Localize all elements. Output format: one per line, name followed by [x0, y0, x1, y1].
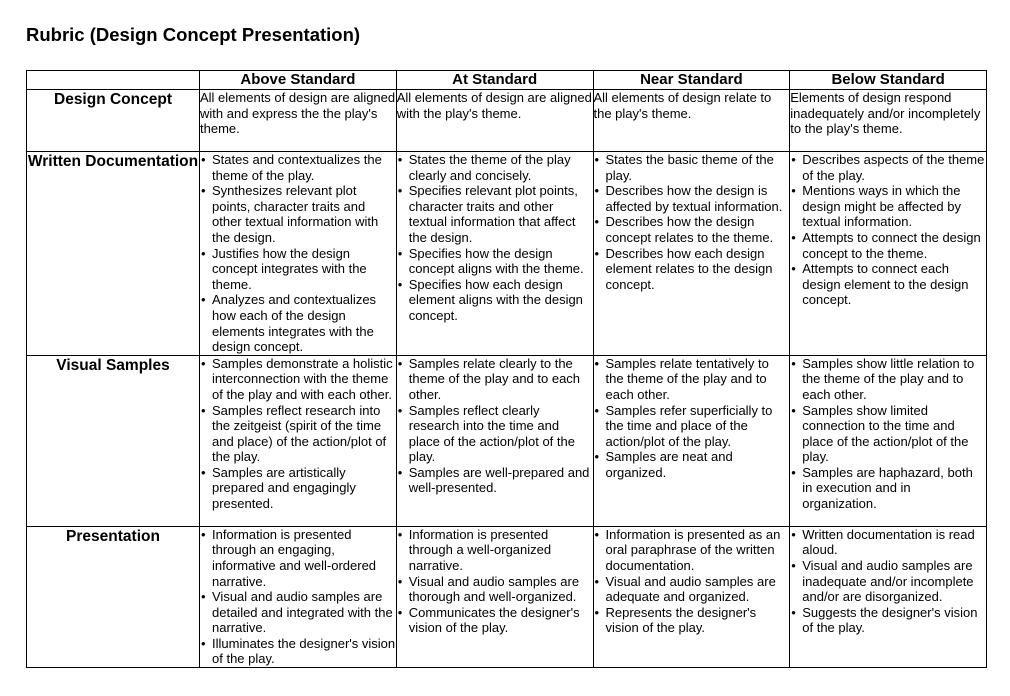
list-item: • Visual and audio samples are inadequate and/or incomplete and/or are disorganized. — [790, 558, 986, 605]
rubric-cell — [200, 526, 397, 667]
list-item: • Describes aspects of the theme of the play. — [790, 152, 986, 183]
list-item: • Samples reflect clearly research into the time and place of the action/plot of the play. — [397, 403, 593, 465]
list-item: • States and contextualizes the theme of the play. — [200, 152, 396, 183]
corner-cell — [27, 71, 200, 90]
rubric-cell — [396, 355, 593, 526]
list-item: • Samples relate clearly to the theme of the play and to each other. — [397, 356, 593, 403]
list-item: • Visual and audio samples are adequate and organized. — [594, 574, 790, 605]
column-header: Near Standard — [593, 71, 790, 90]
cell-text: All elements of design are aligned with the play's theme. — [396, 90, 592, 121]
criteria-list — [200, 152, 396, 355]
list-item: • Samples show little relation to the theme of the play and to each other. — [790, 356, 986, 403]
cell-text: All elements of design are aligned with and express the the play's theme. — [200, 90, 396, 137]
rubric-cell — [200, 90, 397, 152]
criterion-label: Visual Samples — [27, 355, 200, 526]
rubric-row — [27, 90, 987, 152]
rubric-row — [27, 152, 987, 356]
list-item: • Illuminates the designer's vision of the play. — [200, 636, 396, 667]
criteria-list — [397, 356, 593, 496]
list-item: • Describes how each design element relates to the design concept. — [594, 246, 790, 293]
list-item: • Samples demonstrate a holistic interconnection with the theme of the play and with each other. — [200, 356, 396, 403]
rubric-cell — [396, 526, 593, 667]
criterion-label: Written Documentation — [27, 152, 200, 356]
rubric-cell — [790, 526, 987, 667]
list-item: • Samples reflect research into the zeitgeist (spirit of the time and place) of the action/plot of the play. — [200, 403, 396, 465]
list-item: • Samples are neat and organized. — [594, 449, 790, 480]
criteria-list — [594, 152, 790, 292]
list-item: • Suggests the designer's vision of the play. — [790, 605, 986, 636]
criteria-list — [594, 527, 790, 636]
list-item: • Samples are well-prepared and well-presented. — [397, 465, 593, 496]
list-item: • Information is presented as an oral paraphrase of the written documentation. — [594, 527, 790, 574]
rubric-cell — [593, 526, 790, 667]
list-item: • Attempts to connect the design concept to the theme. — [790, 230, 986, 261]
list-item: • States the basic theme of the play. — [594, 152, 790, 183]
criteria-list — [594, 356, 790, 481]
rubric-cell — [200, 355, 397, 526]
list-item: • Samples refer superficially to the time and place of the action/plot of the play. — [594, 403, 790, 450]
criterion-label: Design Concept — [27, 90, 200, 152]
column-header: Below Standard — [790, 71, 987, 90]
list-item: • Information is presented through an engaging, informative and well-ordered narrative. — [200, 527, 396, 589]
rubric-cell — [396, 90, 593, 152]
cell-text: Elements of design respond inadequately and/or incompletely to the play's theme. — [790, 90, 981, 137]
rubric-cell — [593, 355, 790, 526]
criteria-list — [397, 152, 593, 324]
rubric-cell — [790, 90, 987, 152]
criteria-list — [200, 527, 396, 667]
list-item: • Written documentation is read aloud. — [790, 527, 986, 558]
list-item: • Information is presented through a well-organized narrative. — [397, 527, 593, 574]
rubric-cell — [593, 152, 790, 356]
rubric-cell — [396, 152, 593, 356]
list-item: • Specifies relevant plot points, character traits and other textual information that affect the design. — [397, 183, 593, 245]
list-item: • Specifies how the design concept aligns with the theme. — [397, 246, 593, 277]
list-item: • Samples show limited connection to the time and place of the action/plot of the play. — [790, 403, 986, 465]
list-item: • Samples are artistically prepared and engagingly presented. — [200, 465, 396, 512]
rubric-cell — [790, 355, 987, 526]
list-item: • Analyzes and contextualizes how each of the design elements integrates with the design concept. — [200, 292, 396, 354]
rubric-cell — [200, 152, 397, 356]
rubric-row — [27, 526, 987, 667]
list-item: • Visual and audio samples are detailed and integrated with the narrative. — [200, 589, 396, 636]
list-item: • Communicates the designer's vision of the play. — [397, 605, 593, 636]
rubric-table — [26, 70, 987, 668]
list-item: • Attempts to connect each design element to the design concept. — [790, 261, 986, 308]
criteria-list — [790, 356, 986, 512]
rubric-cell — [790, 152, 987, 356]
list-item: • Describes how the design concept relates to the theme. — [594, 214, 790, 245]
column-header: Above Standard — [200, 71, 397, 90]
criteria-list — [790, 152, 986, 308]
list-item: • Samples are haphazard, both in execution and in organization. — [790, 465, 986, 512]
criterion-label: Presentation — [27, 526, 200, 667]
list-item: • Justifies how the design concept integrates with the theme. — [200, 246, 396, 293]
header-row — [27, 71, 987, 90]
list-item: • Represents the designer's vision of the play. — [594, 605, 790, 636]
column-header: At Standard — [396, 71, 593, 90]
list-item: • Synthesizes relevant plot points, character traits and other textual information with the design. — [200, 183, 396, 245]
list-item: • Specifies how each design element aligns with the design concept. — [397, 277, 593, 324]
list-item: • Visual and audio samples are thorough and well-organized. — [397, 574, 593, 605]
rubric-row — [27, 355, 987, 526]
rubric-cell — [593, 90, 790, 152]
cell-text: All elements of design relate to the play's theme. — [593, 90, 772, 121]
criteria-list — [200, 356, 396, 512]
list-item: • States the theme of the play clearly and concisely. — [397, 152, 593, 183]
list-item: • Mentions ways in which the design might be affected by textual information. — [790, 183, 986, 230]
criteria-list — [397, 527, 593, 636]
list-item: • Describes how the design is affected by textual information. — [594, 183, 790, 214]
page-title: Rubric (Design Concept Presentation) — [26, 24, 361, 45]
list-item: • Samples relate tentatively to the theme of the play and to each other. — [594, 356, 790, 403]
criteria-list — [790, 527, 986, 636]
